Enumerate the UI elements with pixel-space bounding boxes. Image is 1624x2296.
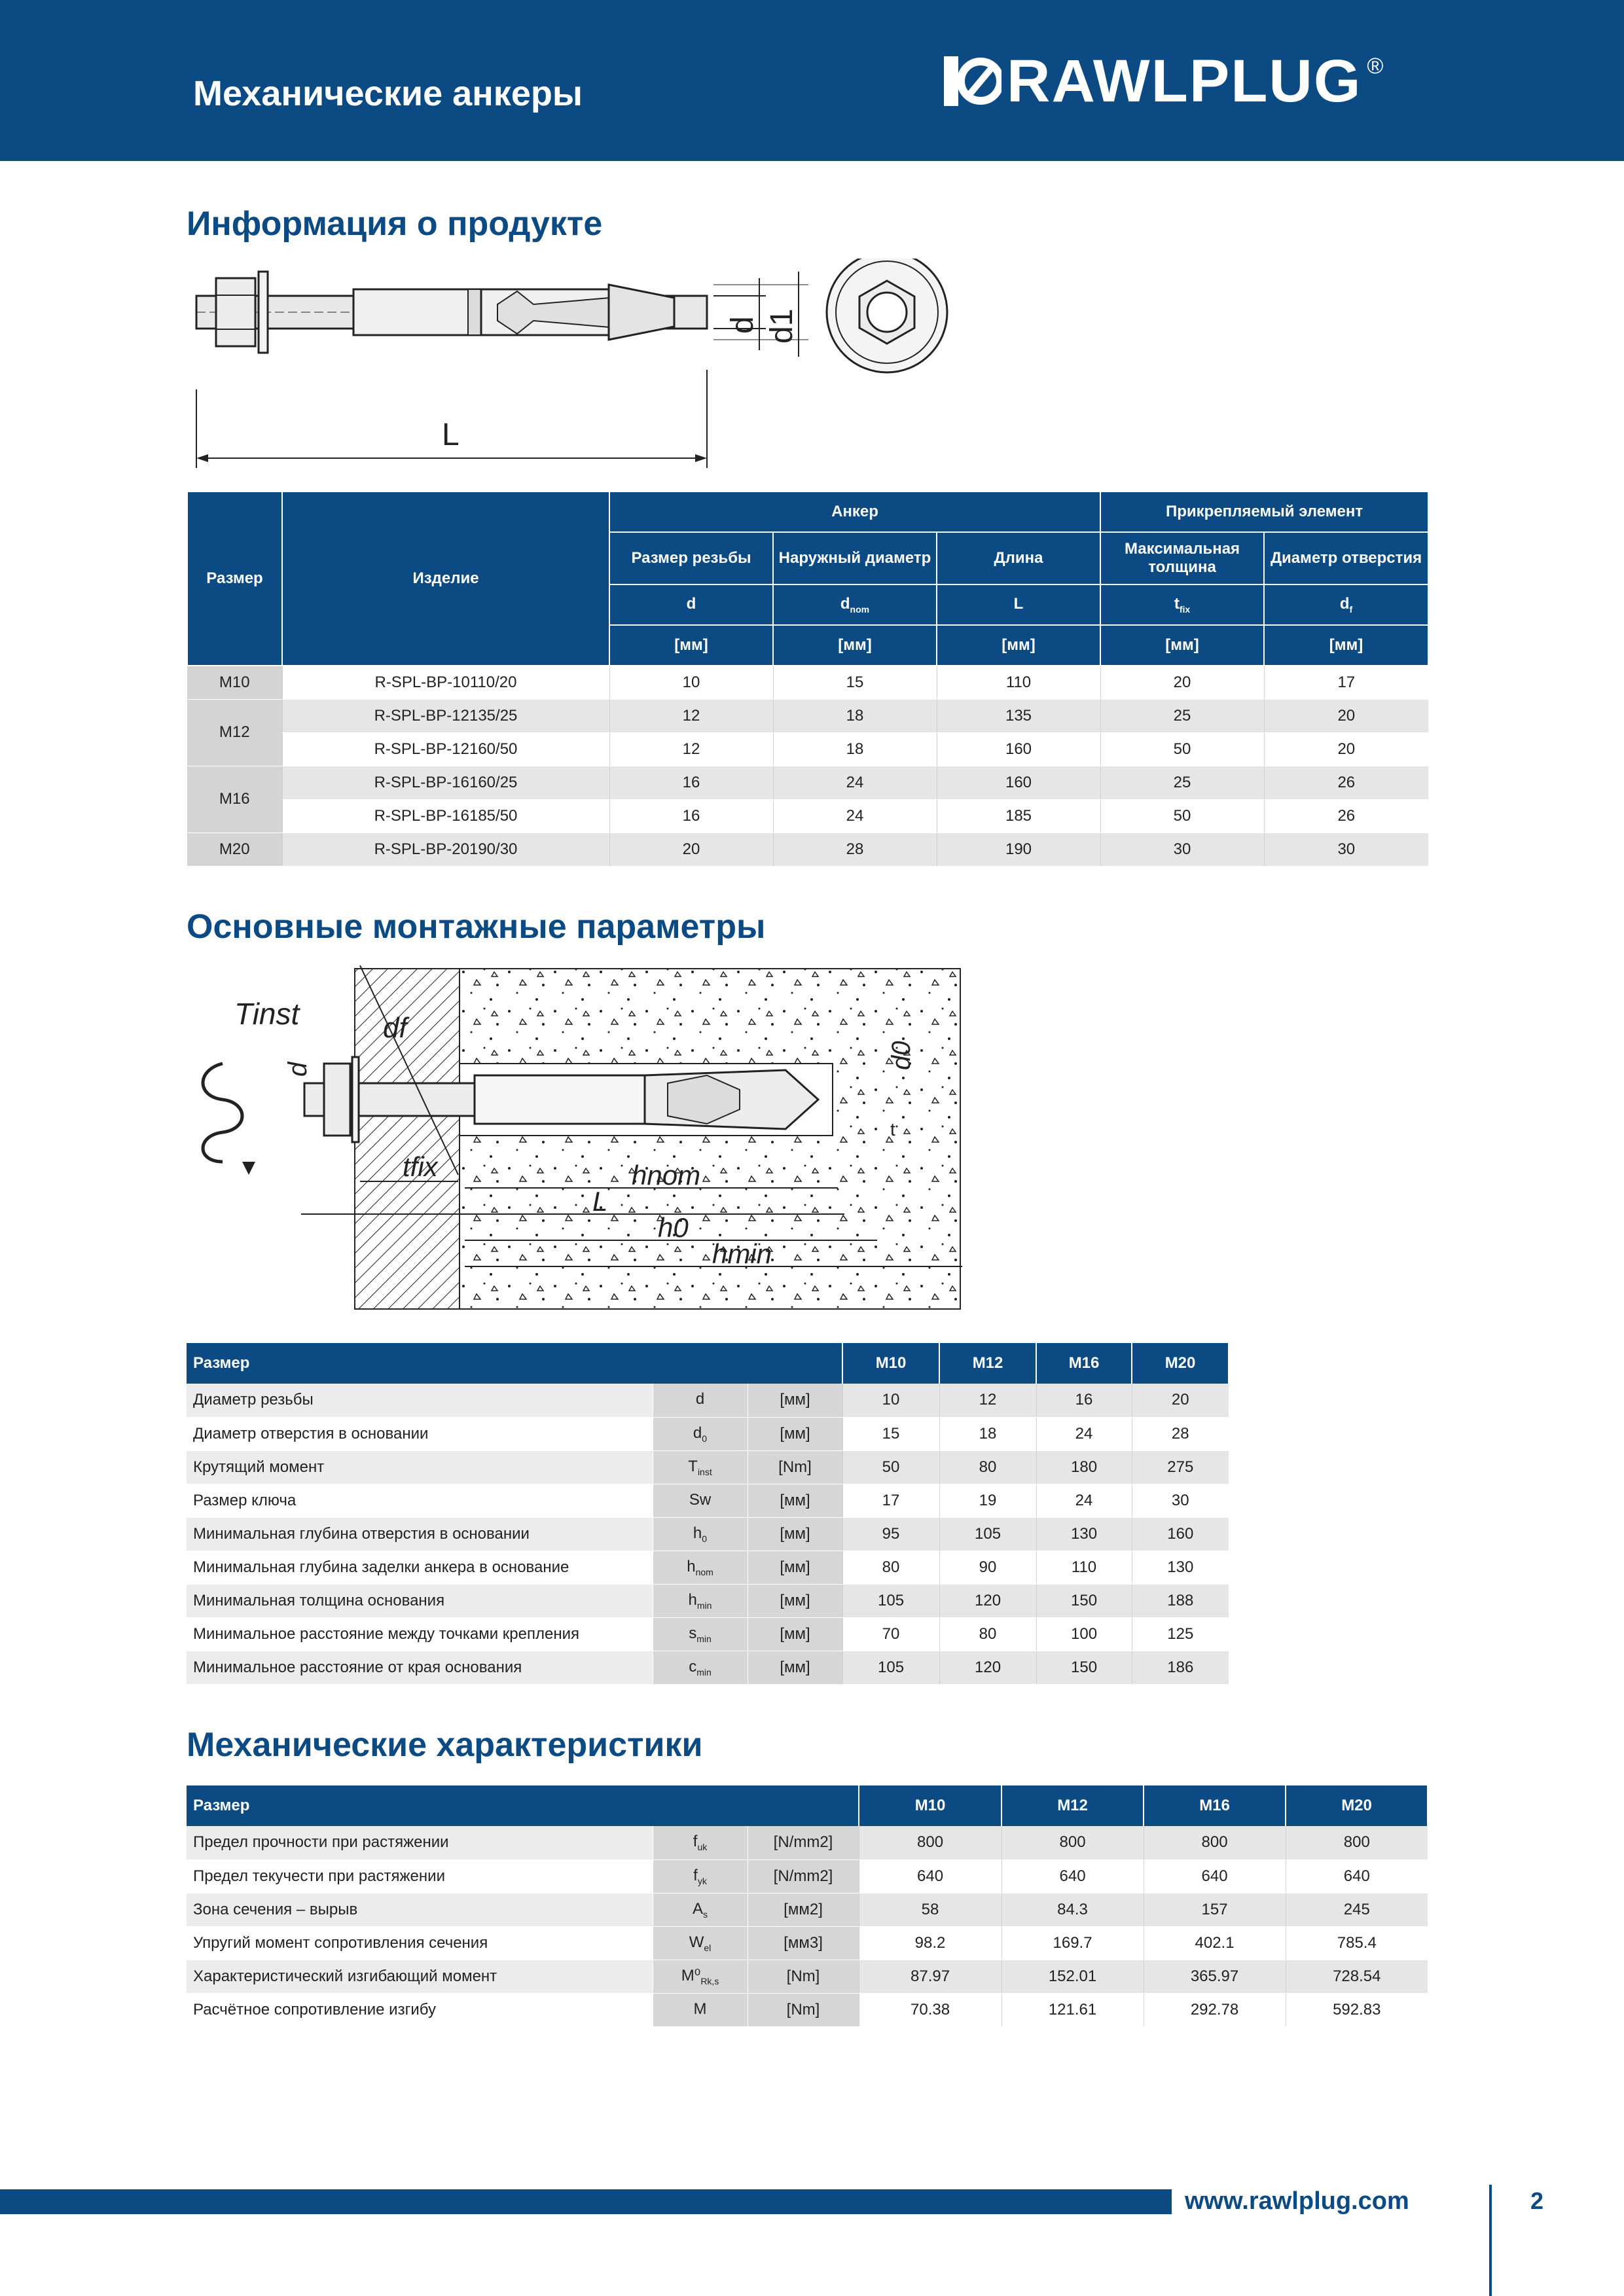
value-cell: 18	[773, 699, 937, 732]
value-cell: 105	[842, 1651, 939, 1684]
value-cell: 150	[1036, 1584, 1132, 1617]
param-symbol-symbol: W	[689, 1933, 704, 1951]
param-symbol-symbol: T	[688, 1457, 698, 1475]
table-row	[187, 766, 1428, 799]
th-size: M10	[859, 1785, 1001, 1826]
value-cell: 185	[937, 799, 1100, 833]
th-col-symbol-symbol: d	[1339, 595, 1350, 613]
param-symbol	[653, 1517, 748, 1551]
param-symbol-subscript: nom	[695, 1566, 713, 1577]
page-number: 2	[1530, 2187, 1544, 2214]
param-symbol-symbol: f	[693, 1866, 698, 1884]
param-name: Предел прочности при растяжении	[187, 1826, 653, 1859]
value-cell: 292.78	[1144, 1993, 1286, 2026]
table-row	[187, 1551, 1229, 1584]
value-cell: 90	[939, 1551, 1036, 1584]
param-symbol	[653, 1417, 748, 1450]
th-col-unit: [мм]	[1100, 625, 1264, 666]
th-size: M16	[1144, 1785, 1286, 1826]
param-name: Крутящий момент	[187, 1450, 653, 1484]
value-cell: 160	[937, 766, 1100, 799]
th-col-symbol-symbol: d	[840, 595, 850, 613]
value-cell: 20	[1264, 732, 1428, 766]
th-size: M20	[1132, 1343, 1229, 1384]
table-row	[187, 1617, 1229, 1651]
param-unit: [Nm]	[748, 1450, 842, 1484]
param-symbol-subscript: yk	[697, 1875, 707, 1886]
th-anchor: Анкер	[609, 492, 1100, 532]
th-col-symbol-symbol: L	[1013, 595, 1024, 613]
section-title-mechanical: Механические характеристики	[187, 1726, 703, 1764]
value-cell: 121.61	[1001, 1993, 1144, 2026]
param-symbol-subscript: el	[704, 1942, 712, 1953]
value-cell: 19	[939, 1484, 1036, 1517]
param-symbol-subscript: Rk,s	[700, 1975, 719, 1986]
param-unit: [мм2]	[748, 1893, 859, 1926]
label-hnom: hnom	[632, 1160, 701, 1191]
value-cell: 17	[842, 1484, 939, 1517]
dim-label-L: L	[442, 418, 460, 452]
table-row	[187, 1926, 1428, 1960]
value-cell: 245	[1286, 1893, 1428, 1926]
param-name: Расчётное сопротивление изгибу	[187, 1993, 653, 2026]
param-unit: [мм3]	[748, 1926, 859, 1960]
param-symbol	[653, 1551, 748, 1584]
th-size: Размер	[187, 492, 282, 666]
value-cell: 80	[842, 1551, 939, 1584]
value-cell: 120	[939, 1584, 1036, 1617]
footer-bar	[0, 2189, 1172, 2214]
product-cell: R-SPL-BP-16160/25	[282, 766, 609, 799]
param-unit: [мм]	[748, 1551, 842, 1584]
param-symbol-symbol: h	[693, 1524, 702, 1542]
value-cell: 10	[609, 666, 773, 699]
param-symbol-subscript: min	[696, 1633, 712, 1644]
table-row	[187, 666, 1428, 699]
param-name: Предел текучести при растяжении	[187, 1859, 653, 1893]
installation-params-table	[187, 1343, 1229, 1685]
param-name: Размер ключа	[187, 1484, 653, 1517]
value-cell: 30	[1132, 1484, 1229, 1517]
dim-label-d1: d1	[765, 308, 799, 344]
page-header	[0, 0, 1624, 161]
installation-diagram	[183, 965, 969, 1312]
value-cell: 800	[1286, 1826, 1428, 1859]
value-cell: 16	[609, 766, 773, 799]
footer-url-link[interactable]: www.rawlplug.com	[1185, 2187, 1409, 2215]
th-size: M12	[939, 1343, 1036, 1384]
value-cell: 58	[859, 1893, 1001, 1926]
value-cell: 15	[773, 666, 937, 699]
value-cell: 50	[1100, 799, 1264, 833]
value-cell: 120	[939, 1651, 1036, 1684]
table-row	[187, 1417, 1229, 1450]
product-table	[187, 491, 1429, 867]
footer-divider	[1489, 2185, 1492, 2296]
value-cell: 26	[1264, 766, 1428, 799]
value-cell: 30	[1264, 833, 1428, 866]
th-col-symbol-symbol: d	[686, 595, 696, 613]
anchor-dimension-drawing	[190, 259, 975, 475]
param-symbol	[653, 1484, 748, 1517]
th-col-name: Диаметр отверстия	[1264, 532, 1428, 584]
th-col-symbol-subscript: fix	[1179, 603, 1191, 615]
rawlplug-logo	[944, 48, 1384, 115]
value-cell: 169.7	[1001, 1926, 1144, 1960]
param-unit: [N/mm2]	[748, 1826, 859, 1859]
param-symbol-symbol: h	[688, 1590, 697, 1609]
product-cell: R-SPL-BP-12135/25	[282, 699, 609, 732]
header-title: Механические анкеры	[193, 74, 583, 113]
value-cell: 402.1	[1144, 1926, 1286, 1960]
value-cell: 150	[1036, 1651, 1132, 1684]
th-size: M10	[842, 1343, 939, 1384]
label-hmin: hmin	[712, 1238, 772, 1269]
th-col-unit: [мм]	[1264, 625, 1428, 666]
param-symbol	[653, 1926, 748, 1960]
logo-mark-icon	[944, 54, 1001, 109]
table-row	[187, 1993, 1428, 2026]
value-cell: 180	[1036, 1450, 1132, 1484]
value-cell: 188	[1132, 1584, 1229, 1617]
value-cell: 100	[1036, 1617, 1132, 1651]
label-d0: d0	[887, 1041, 916, 1070]
param-symbol	[653, 1859, 748, 1893]
param-name: Минимальная глубина заделки анкера в основание	[187, 1551, 653, 1584]
value-cell: 16	[1036, 1384, 1132, 1417]
param-symbol-symbol: f	[693, 1833, 698, 1851]
param-symbol	[653, 1993, 748, 2026]
param-symbol-symbol: h	[687, 1557, 696, 1575]
value-cell: 28	[1132, 1417, 1229, 1450]
table-row	[187, 1584, 1229, 1617]
product-cell: R-SPL-BP-16185/50	[282, 799, 609, 833]
param-symbol-symbol: M	[693, 2000, 707, 2018]
label-d: d	[283, 1062, 312, 1077]
value-cell: 275	[1132, 1450, 1229, 1484]
value-cell: 12	[609, 732, 773, 766]
param-unit: [Nm]	[748, 1993, 859, 2026]
param-name: Минимальная толщина основания	[187, 1584, 653, 1617]
th-col-symbol	[937, 584, 1100, 625]
value-cell: 20	[1264, 699, 1428, 732]
value-cell: 16	[609, 799, 773, 833]
th-col-symbol	[609, 584, 773, 625]
param-symbol-subscript: 0	[702, 1433, 708, 1444]
param-symbol	[653, 1384, 748, 1417]
th-col-symbol	[1264, 584, 1428, 625]
value-cell: 800	[1144, 1826, 1286, 1859]
table-row	[187, 1484, 1229, 1517]
table-row	[187, 732, 1428, 766]
param-unit: [Nm]	[748, 1960, 859, 1993]
size-cell: M16	[187, 766, 282, 833]
table-row	[187, 1859, 1428, 1893]
value-cell: 70	[842, 1617, 939, 1651]
th-size-label: Размер	[187, 1785, 859, 1826]
value-cell: 105	[939, 1517, 1036, 1551]
value-cell: 25	[1100, 699, 1264, 732]
value-cell: 17	[1264, 666, 1428, 699]
param-name: Минимальное расстояние между точками крепления	[187, 1617, 653, 1651]
value-cell: 130	[1132, 1551, 1229, 1584]
value-cell: 80	[939, 1450, 1036, 1484]
param-symbol-symbol: d	[693, 1424, 702, 1442]
th-col-symbol	[773, 584, 937, 625]
param-symbol	[653, 1584, 748, 1617]
param-symbol-symbol: s	[689, 1624, 697, 1642]
value-cell: 24	[773, 766, 937, 799]
label-df: df	[383, 1012, 407, 1044]
value-cell: 800	[1001, 1826, 1144, 1859]
param-symbol	[653, 1651, 748, 1684]
th-col-symbol-subscript: nom	[850, 603, 870, 615]
param-unit: [мм]	[748, 1584, 842, 1617]
value-cell: 640	[1286, 1859, 1428, 1893]
th-col-name: Максимальная толщина	[1100, 532, 1264, 584]
th-col-name: Размер резьбы	[609, 532, 773, 584]
param-symbol-subscript: 0	[702, 1533, 708, 1544]
value-cell: 28	[773, 833, 937, 866]
th-col-symbol-symbol: t	[1174, 595, 1180, 613]
value-cell: 15	[842, 1417, 939, 1450]
value-cell: 24	[1036, 1484, 1132, 1517]
value-cell: 87.97	[859, 1960, 1001, 1993]
dim-label-d: d	[725, 316, 760, 334]
value-cell: 50	[842, 1450, 939, 1484]
value-cell: 125	[1132, 1617, 1229, 1651]
logo-text: RAWLPLUG	[1007, 48, 1362, 115]
value-cell: 25	[1100, 766, 1264, 799]
table-row	[187, 1450, 1229, 1484]
value-cell: 84.3	[1001, 1893, 1144, 1926]
table-row	[187, 1893, 1428, 1926]
th-product: Изделие	[282, 492, 609, 666]
label-tinst: Tinst	[234, 997, 300, 1031]
value-cell: 18	[939, 1417, 1036, 1450]
value-cell: 70.38	[859, 1993, 1001, 2026]
th-col-symbol	[1100, 584, 1264, 625]
param-symbol-symbol: Sw	[689, 1490, 712, 1509]
table-row	[187, 799, 1428, 833]
th-col-name: Наружный диаметр	[773, 532, 937, 584]
param-unit: [мм]	[748, 1417, 842, 1450]
value-cell: 24	[773, 799, 937, 833]
table-row	[187, 1517, 1229, 1551]
value-cell: 130	[1036, 1517, 1132, 1551]
table-row	[187, 1826, 1428, 1859]
value-cell: 105	[842, 1584, 939, 1617]
value-cell: 98.2	[859, 1926, 1001, 1960]
param-unit: [N/mm2]	[748, 1859, 859, 1893]
value-cell: 110	[937, 666, 1100, 699]
value-cell: 50	[1100, 732, 1264, 766]
table-row	[187, 1651, 1229, 1684]
value-cell: 160	[1132, 1517, 1229, 1551]
value-cell: 135	[937, 699, 1100, 732]
param-unit: [мм]	[748, 1517, 842, 1551]
param-unit: [мм]	[748, 1484, 842, 1517]
label-t: t	[890, 1119, 895, 1139]
value-cell: 20	[1132, 1384, 1229, 1417]
value-cell: 110	[1036, 1551, 1132, 1584]
param-unit: [мм]	[748, 1651, 842, 1684]
th-fixture: Прикрепляемый элемент	[1100, 492, 1428, 532]
th-size: M16	[1036, 1343, 1132, 1384]
th-col-symbol-subscript: f	[1349, 603, 1353, 615]
value-cell: 80	[939, 1617, 1036, 1651]
param-unit: [мм]	[748, 1617, 842, 1651]
value-cell: 30	[1100, 833, 1264, 866]
value-cell: 12	[939, 1384, 1036, 1417]
mechanical-properties-table	[187, 1785, 1428, 2027]
param-symbol-symbol: d	[695, 1390, 705, 1408]
product-cell: R-SPL-BP-10110/20	[282, 666, 609, 699]
table-row	[187, 833, 1428, 866]
label-h0: h0	[658, 1212, 689, 1243]
value-cell: 95	[842, 1517, 939, 1551]
value-cell: 365.97	[1144, 1960, 1286, 1993]
value-cell: 20	[609, 833, 773, 866]
value-cell: 728.54	[1286, 1960, 1428, 1993]
param-symbol	[653, 1893, 748, 1926]
section-title-install-params: Основные монтажные параметры	[187, 908, 766, 946]
param-symbol-symbol: M⁰	[681, 1967, 701, 1985]
value-cell: 186	[1132, 1651, 1229, 1684]
product-cell: R-SPL-BP-20190/30	[282, 833, 609, 866]
table-row	[187, 699, 1428, 732]
value-cell: 190	[937, 833, 1100, 866]
param-symbol-symbol: A	[692, 1899, 703, 1918]
value-cell: 18	[773, 732, 937, 766]
value-cell: 12	[609, 699, 773, 732]
th-col-unit: [мм]	[773, 625, 937, 666]
param-symbol-subscript: inst	[697, 1466, 712, 1477]
param-symbol-subscript: min	[696, 1600, 712, 1611]
table-row	[187, 1384, 1229, 1417]
param-name: Диаметр отверстия в основании	[187, 1417, 653, 1450]
param-name: Зона сечения – вырыв	[187, 1893, 653, 1926]
param-symbol	[653, 1960, 748, 1993]
section-title-product-info: Информация о продукте	[187, 205, 603, 243]
param-unit: [мм]	[748, 1384, 842, 1417]
value-cell: 640	[859, 1859, 1001, 1893]
value-cell: 26	[1264, 799, 1428, 833]
value-cell: 20	[1100, 666, 1264, 699]
product-cell: R-SPL-BP-12160/50	[282, 732, 609, 766]
value-cell: 785.4	[1286, 1926, 1428, 1960]
value-cell: 152.01	[1001, 1960, 1144, 1993]
value-cell: 640	[1144, 1859, 1286, 1893]
value-cell: 10	[842, 1384, 939, 1417]
value-cell: 592.83	[1286, 1993, 1428, 2026]
size-cell: M10	[187, 666, 282, 699]
param-symbol	[653, 1826, 748, 1859]
value-cell: 24	[1036, 1417, 1132, 1450]
th-size: M12	[1001, 1785, 1144, 1826]
param-symbol-subscript: uk	[697, 1842, 708, 1853]
size-cell: M20	[187, 833, 282, 866]
param-symbol-symbol: c	[689, 1657, 697, 1676]
param-name: Диаметр резьбы	[187, 1384, 653, 1417]
value-cell: 800	[859, 1826, 1001, 1859]
param-symbol-subscript: s	[703, 1909, 708, 1920]
th-col-unit: [мм]	[937, 625, 1100, 666]
label-L: L	[592, 1186, 608, 1217]
table-row	[187, 1960, 1428, 1993]
param-name: Упругий момент сопротивления сечения	[187, 1926, 653, 1960]
logo-registered-mark: ®	[1367, 54, 1384, 79]
th-size-label: Размер	[187, 1343, 842, 1384]
label-tfix: tfix	[403, 1151, 438, 1182]
param-symbol-subscript: min	[696, 1666, 712, 1677]
value-cell: 157	[1144, 1893, 1286, 1926]
param-symbol	[653, 1450, 748, 1484]
th-size: M20	[1286, 1785, 1428, 1826]
param-name: Минимальное расстояние от края основания	[187, 1651, 653, 1684]
param-name: Минимальная глубина отверстия в основании	[187, 1517, 653, 1551]
th-col-name: Длина	[937, 532, 1100, 584]
value-cell: 160	[937, 732, 1100, 766]
size-cell: M12	[187, 699, 282, 766]
param-symbol	[653, 1617, 748, 1651]
th-col-unit: [мм]	[609, 625, 773, 666]
param-name: Характеристический изгибающий момент	[187, 1960, 653, 1993]
value-cell: 640	[1001, 1859, 1144, 1893]
